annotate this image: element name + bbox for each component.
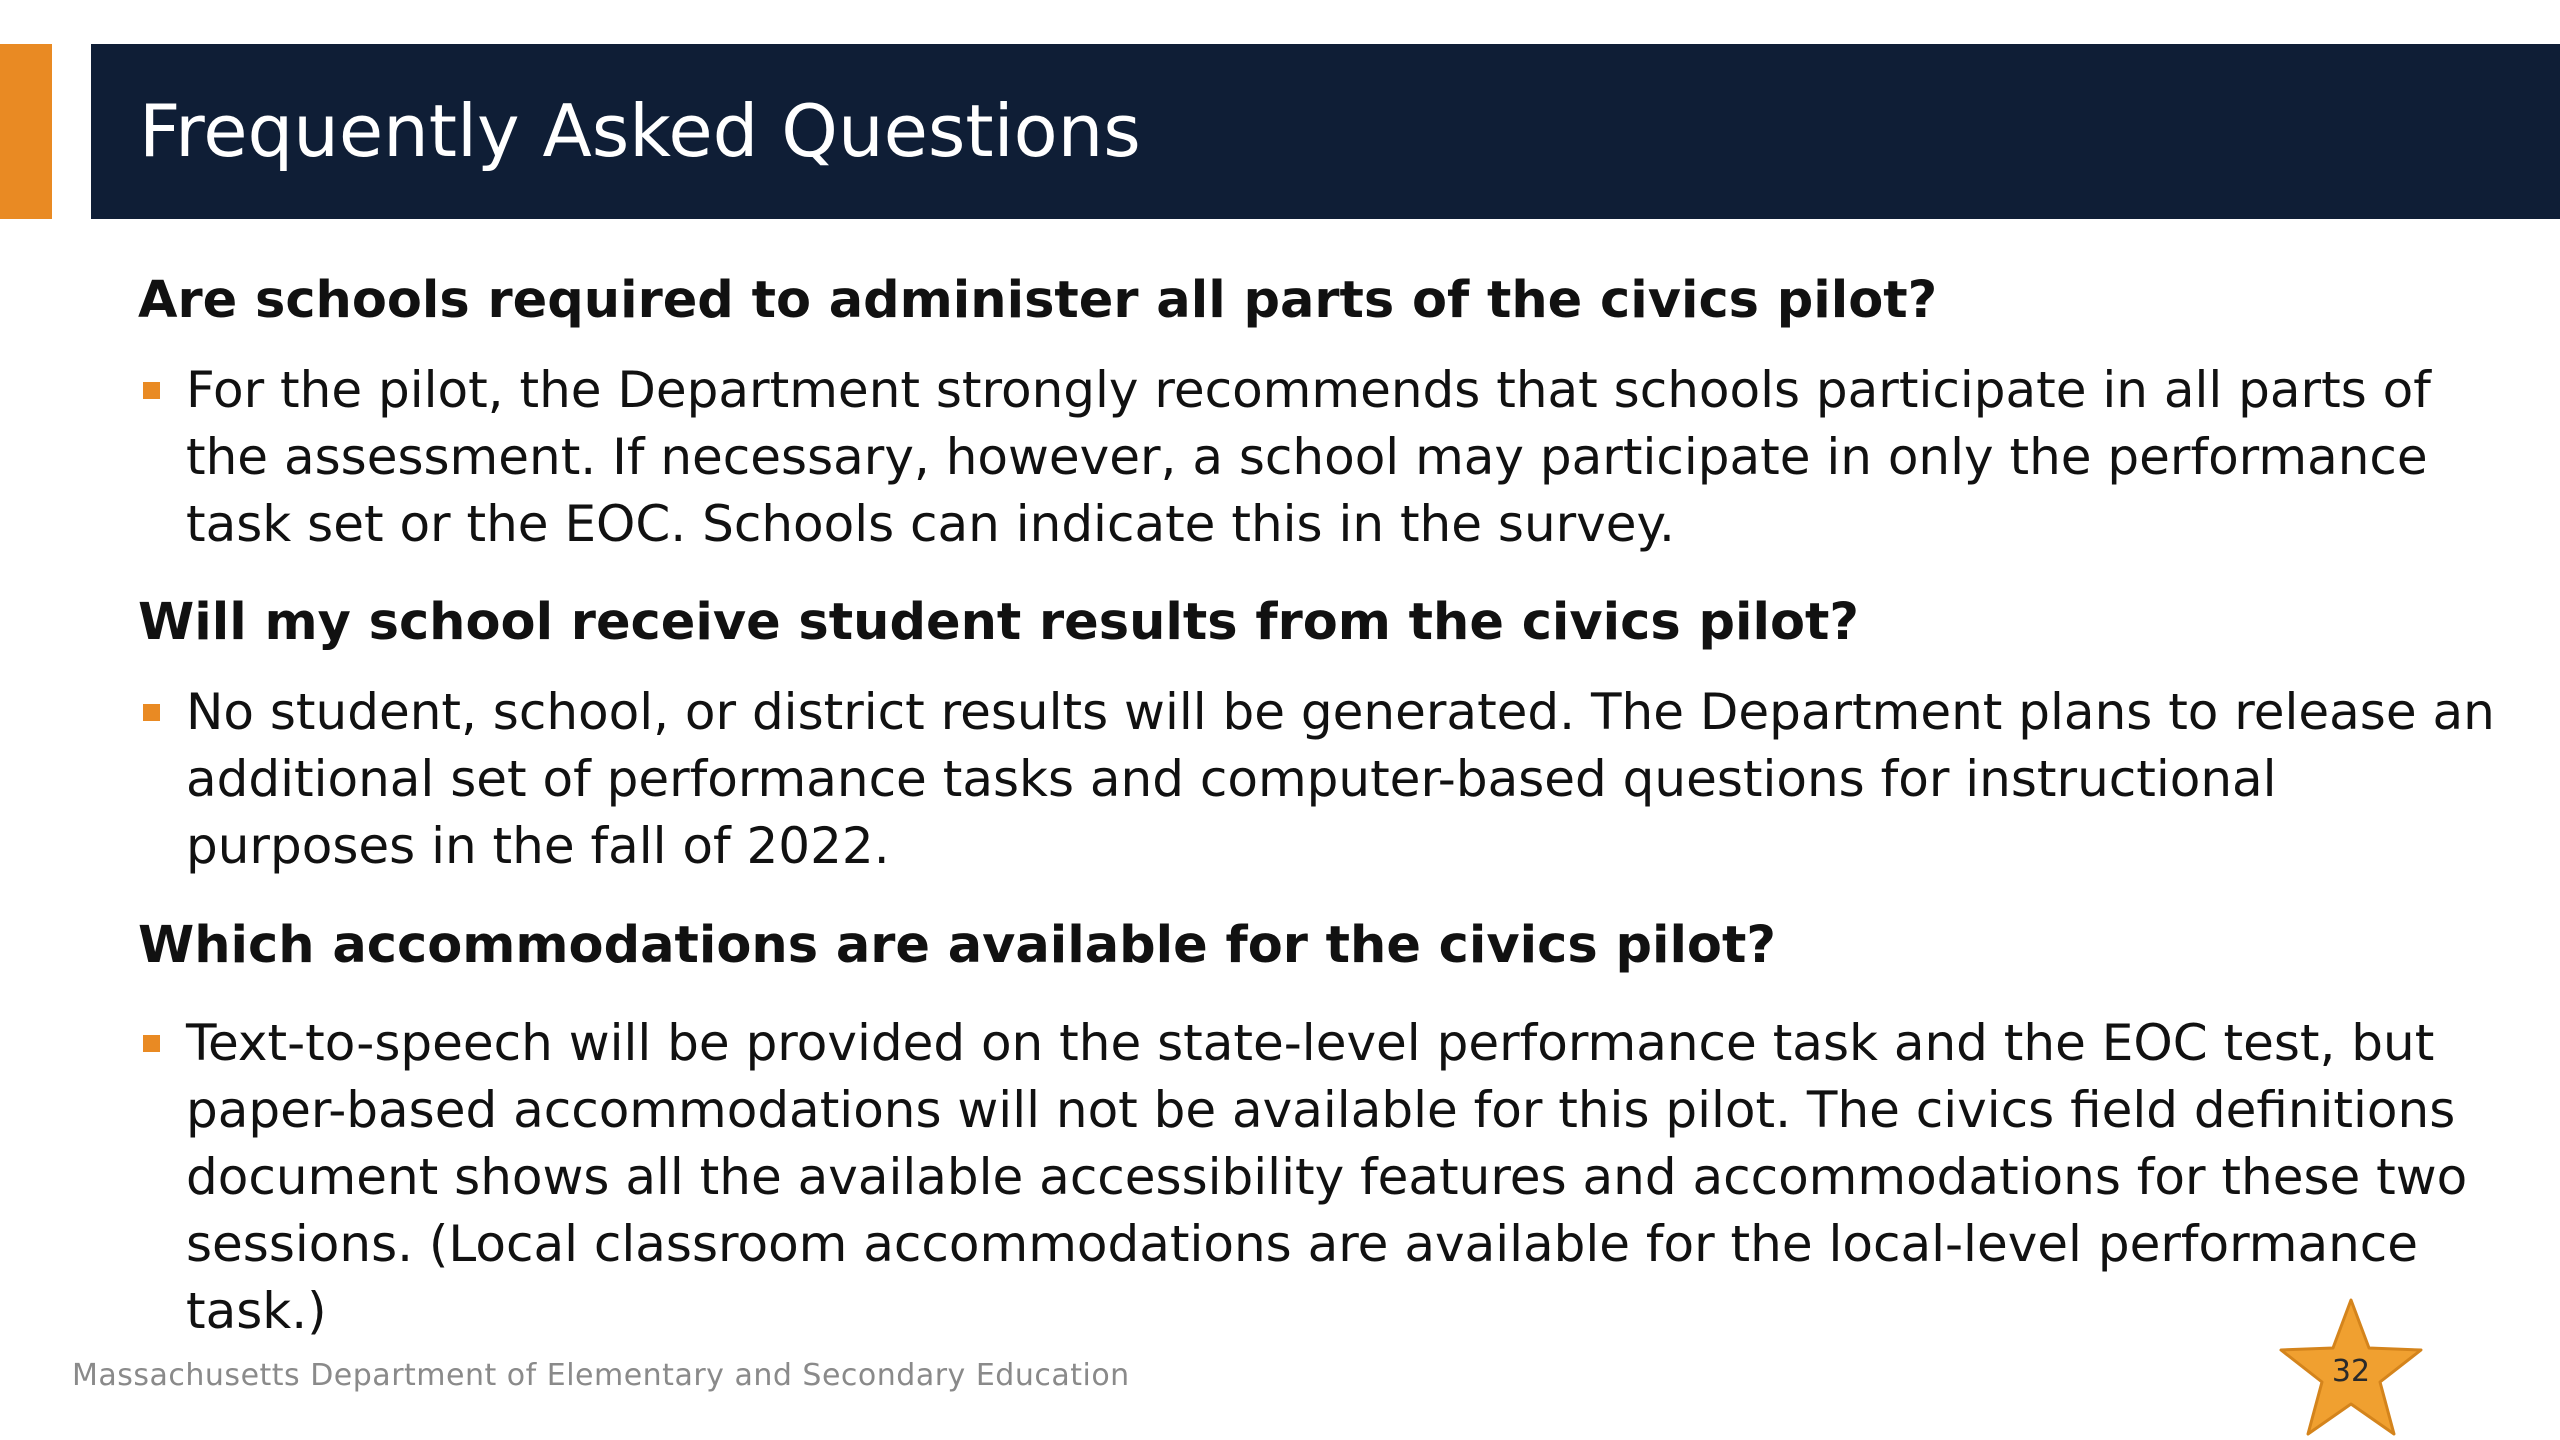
faq-answer [186, 1010, 2516, 1345]
page-number-badge [2276, 1296, 2426, 1440]
bullet-icon [143, 382, 160, 399]
faq-question: Which accommodations are available for the civics pilot? [138, 916, 1776, 975]
faq-item [138, 590, 2518, 880]
page-number: 32 [2331, 1354, 2371, 1389]
faq-answer-text: Text-to-speech will be provided on the state-level performance task and the EOC test, but paper-based accommodations will not be available for this pilot. The civics field definitions document shows all the available accessibility features and accommodations for these two sessions. (Local classroom accommodations are available for the local-level performance task.) [186, 1014, 2468, 1340]
bullet-icon [143, 704, 160, 721]
faq-question: Are schools required to administer all parts of the civics pilot? [138, 271, 1938, 330]
faq-question: Will my school receive student results from the civics pilot? [138, 593, 1859, 652]
faq-item [138, 913, 2518, 1345]
faq-answer [186, 679, 2516, 880]
title-bar [91, 44, 2560, 219]
bullet-icon [143, 1035, 160, 1052]
footer-organization: Massachusetts Department of Elementary and Secondary Education [72, 1358, 1130, 1393]
faq-answer-text: For the pilot, the Department strongly recommends that schools participate in all parts of the assessment. If necessary, however, a school may participate in only the performance task set or the EOC. Schools can indicate this in the survey. [186, 361, 2431, 553]
faq-item [138, 268, 2518, 558]
faq-answer [186, 357, 2516, 558]
faq-answer-text: No student, school, or district results will be generated. The Department plans to release an additional set of performance tasks and computer-based questions for instructional purposes in the fall of 2022. [186, 683, 2495, 875]
title-accent-bar [0, 44, 52, 219]
page-title: Frequently Asked Questions [139, 89, 1141, 173]
